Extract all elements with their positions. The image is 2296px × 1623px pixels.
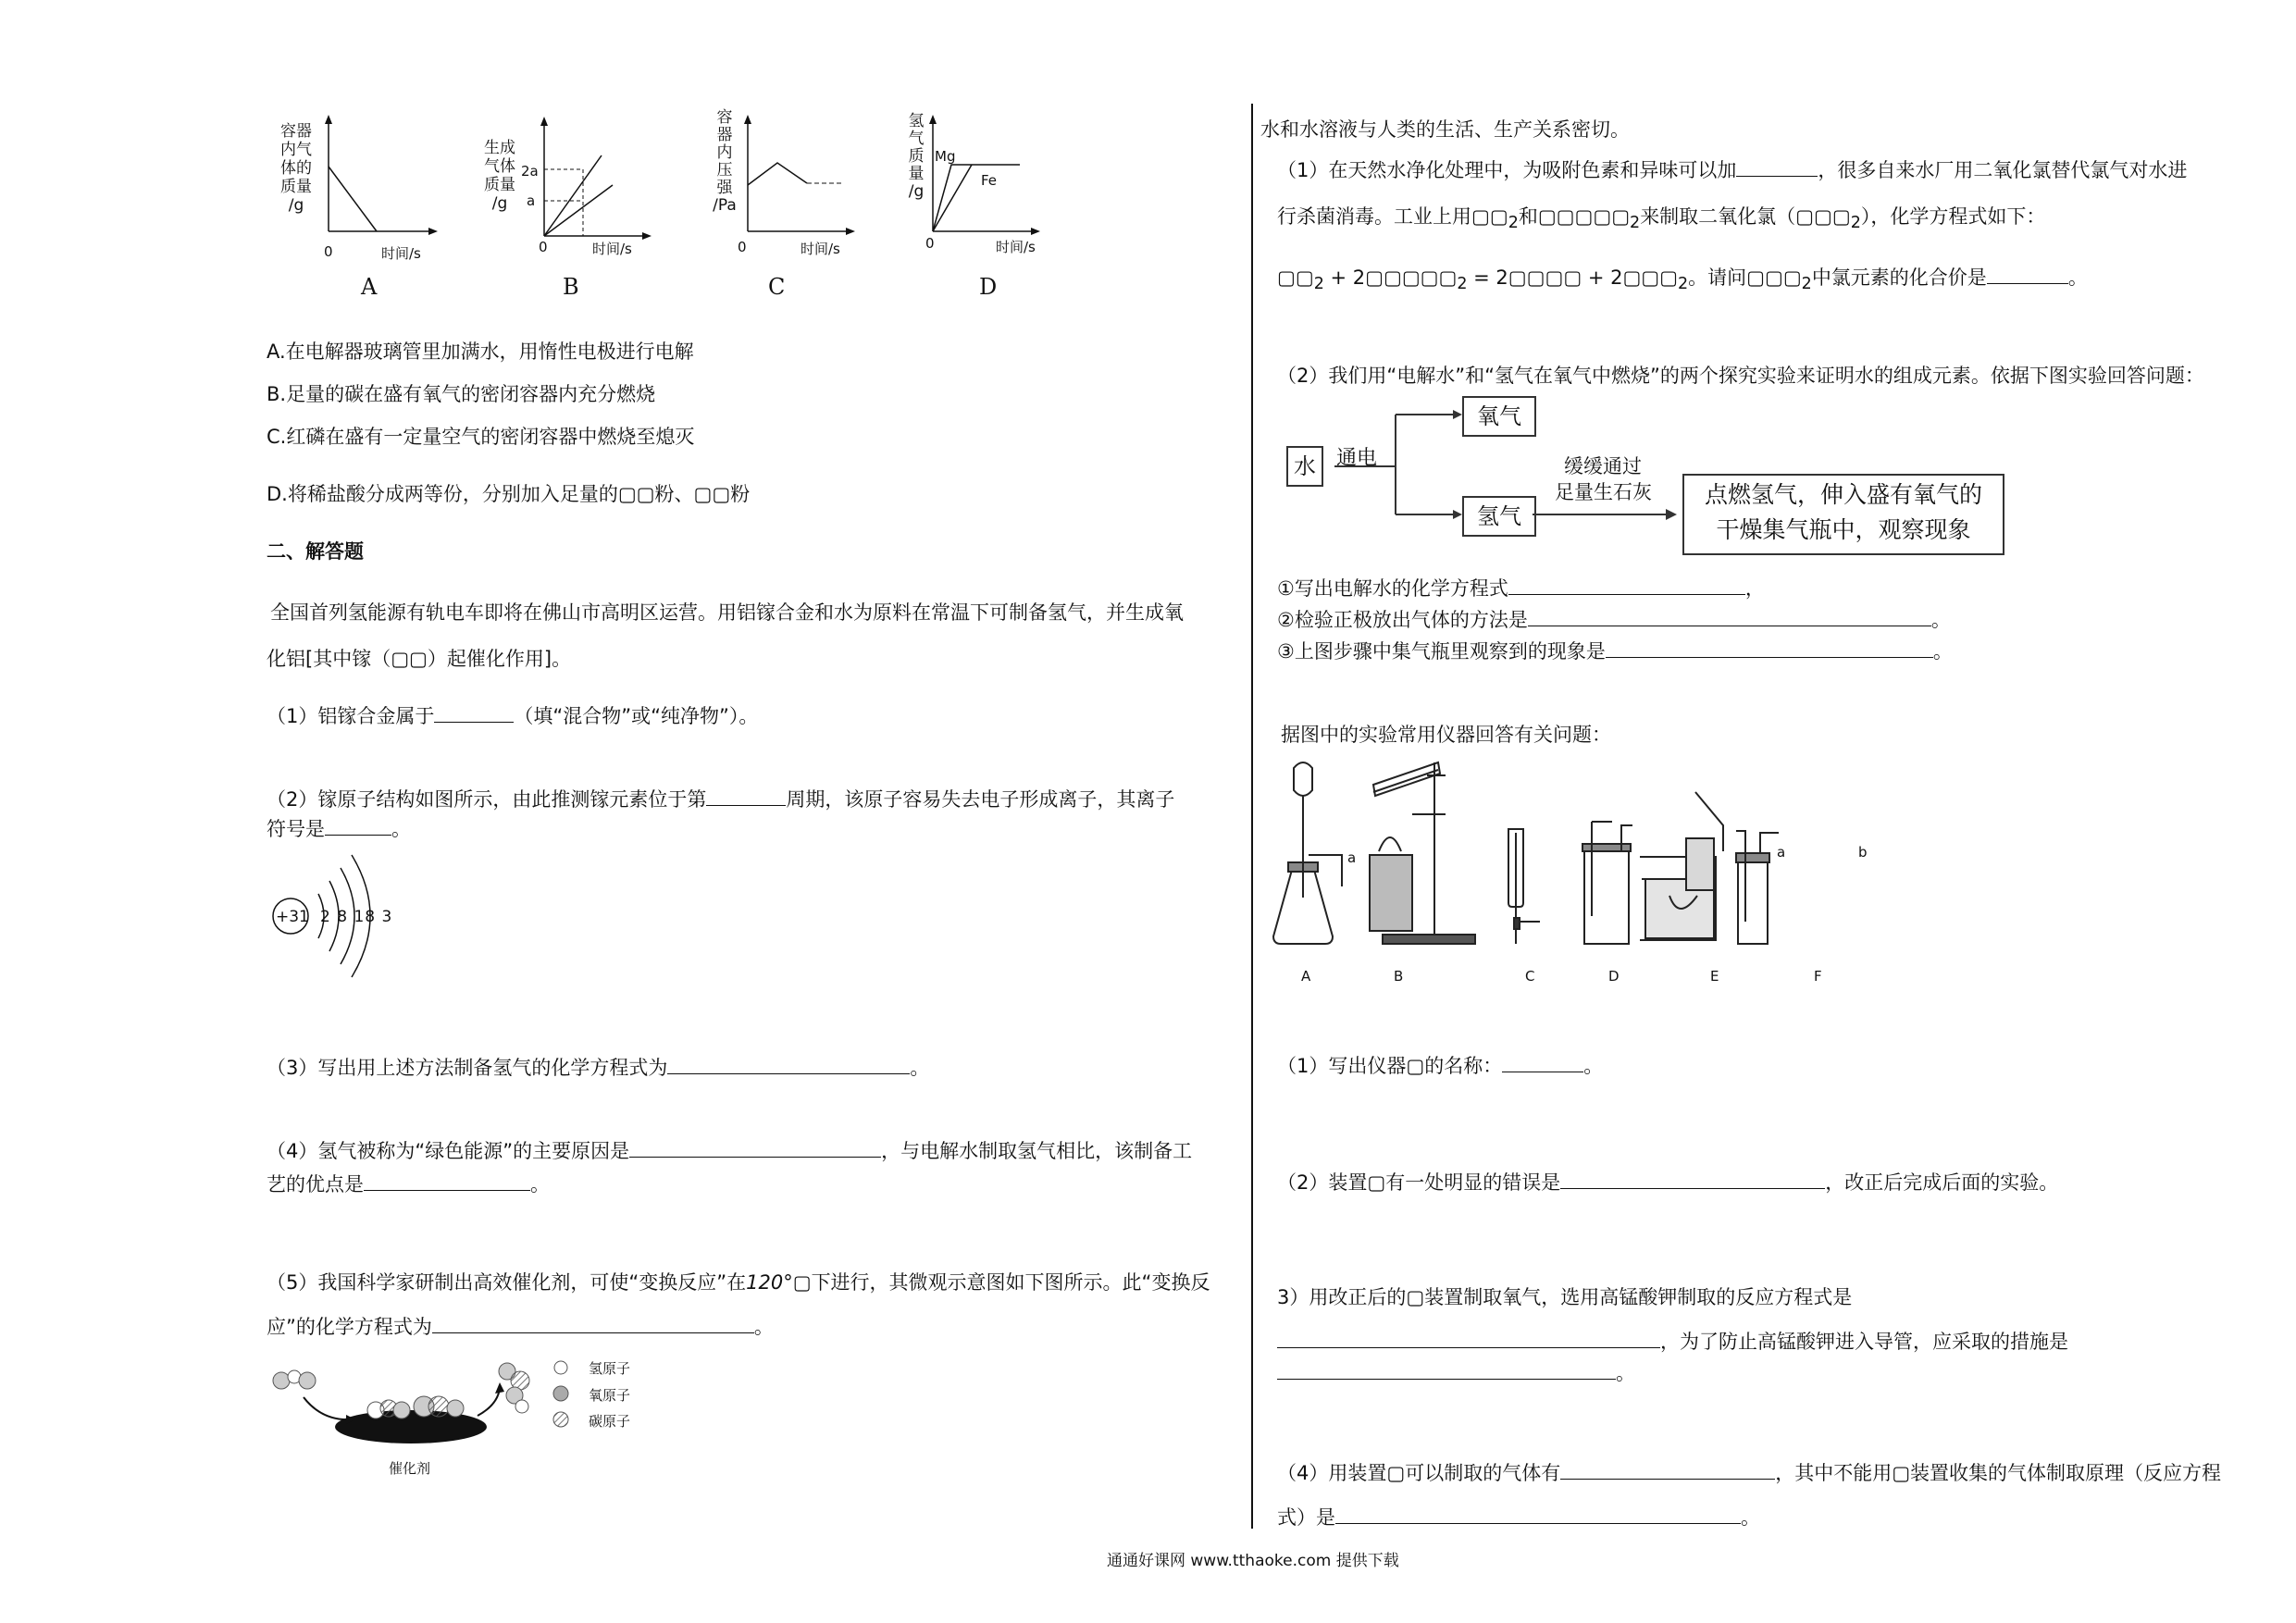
graph-b-origin: 0: [539, 239, 548, 255]
flow-box-result: [1682, 474, 2004, 555]
apparatus-question-text-cont: ，其中不能用▢装置收集的气体制取原理（反应方程: [1775, 1462, 2222, 1484]
right-question-2: （2）我们用“电解水”和“氢气在氧气中燃烧”的两个探究实验来证明水的组成元素。依据下图实验回答问题：: [1277, 365, 2204, 387]
graph-c-ylabel-line: 器: [716, 126, 733, 144]
apparatus-b-label-a: a: [1347, 849, 1357, 866]
answer-blank[interactable]: [1528, 609, 1931, 626]
equation-part: ▢▢: [1277, 266, 1314, 289]
graph-c-ylabel-line: /Pa: [713, 196, 737, 215]
answer-blank[interactable]: [706, 788, 786, 806]
equation-part: = 2▢▢▢▢ + 2▢▢▢: [1467, 266, 1678, 289]
option-d: D.将稀盐酸分成两等份，分别加入足量的▢▢粉、▢▢粉: [267, 483, 751, 505]
answer-blank[interactable]: [1560, 1462, 1775, 1480]
question-1: [267, 701, 758, 729]
graph-b-ylabel: [479, 139, 520, 213]
answer-blank[interactable]: [1987, 266, 2068, 284]
graph-d-mg-label: Mg: [935, 148, 956, 165]
atom-shell-electrons: 2 8 18 3: [320, 908, 393, 926]
flow-result-line: 干燥集气瓶中，观察现象: [1716, 516, 1971, 543]
punctuation: 。: [910, 1057, 930, 1079]
apparatus-question-text-cont: ，改正后完成后面的实验。: [1825, 1171, 2059, 1194]
apparatus-question-4-line-2: [1277, 1503, 1760, 1530]
punctuation: 。: [391, 818, 411, 840]
graph-a-caption: A: [361, 274, 378, 300]
flow-box-hydrogen: 氢气: [1462, 496, 1536, 537]
apparatus-question-3: 3）用改正后的▢装置制取氧气，选用高锰酸钾制取的反应方程式是: [1277, 1286, 1853, 1308]
sub-question-text: ①写出电解水的化学方程式: [1277, 577, 1508, 600]
question-3: [267, 1053, 929, 1081]
legend-carbon: 碳原子: [589, 1413, 631, 1430]
graph-c-ylabel: [706, 109, 743, 215]
right-question-1-text: 和▢▢▢▢▢: [1518, 205, 1631, 228]
graph-b-ylabel-line: 质量: [484, 176, 515, 194]
apparatus-question-3-line-2: [1277, 1327, 2068, 1355]
option-b: B.足量的碳在盛有氧气的密闭容器内充分燃烧: [267, 383, 656, 405]
graph-c-ylabel-line: 容: [716, 108, 733, 127]
apparatus-f-label-a: a: [1777, 844, 1786, 861]
punctuation: 。: [1583, 1055, 1604, 1077]
intro-line-1: 全国首列氢能源有轨电车即将在佛山市高明区运营。用铝镓合金和水为原料在常温下可制备氢气，并生成氧: [270, 601, 1184, 624]
question-1-hint: （填“混合物”或“纯净物”）。: [514, 705, 759, 727]
flow-box-water: 水: [1286, 446, 1323, 487]
answer-blank[interactable]: [1560, 1171, 1825, 1189]
answer-blank[interactable]: [325, 818, 391, 836]
question-5-line-2: [267, 1312, 774, 1340]
graph-d-ylabel-line: 质: [908, 147, 925, 166]
question-3-text: （3）写出用上述方法制备氢气的化学方程式为: [267, 1057, 668, 1079]
graph-c-ylabel-line: 内: [716, 143, 733, 162]
flow-label-pass-1: 缓缓通过: [1564, 455, 1642, 477]
punctuation: 。: [1741, 1506, 1760, 1529]
question-1-text: （1）铝镓合金属于: [267, 705, 435, 727]
graph-a-ylabel-line: /g: [288, 196, 304, 215]
question-4-text: 艺的优点是: [267, 1173, 364, 1196]
apparatus-drawings: [1272, 759, 1901, 962]
intro-line-2: 化铝[其中镓（▢▢）起催化作用]。: [267, 648, 572, 670]
right-question-1-text: （1）在天然水净化处理中，为吸附色素和异味可以加: [1277, 159, 1737, 181]
flow-result-line: 点燃氢气，伸入盛有氧气的: [1704, 481, 1982, 508]
apparatus-label: A: [1301, 968, 1311, 985]
right-question-1-line-2: 行杀菌消毒。工业上用$▢▢_2$和$▢▢▢▢▢_2$来制取二氧化氯$(▢▢▢_2)$，化学方程式如下：: [1277, 205, 2046, 233]
apparatus-question-4: [1277, 1458, 2221, 1486]
punctuation: 。: [753, 1316, 774, 1338]
page-footer: 通通好课网 www.tthaoke.com 提供下载: [1107, 1552, 1399, 1570]
answer-blank[interactable]: [1508, 577, 1745, 595]
right-question-1-text-cont: ，很多自来水厂用二氧化氯替代氯气对水进: [1818, 159, 2188, 181]
answer-blank[interactable]: [432, 1316, 754, 1333]
punctuation: ，: [1744, 577, 1765, 600]
graph-d-xlabel: 时间/s: [996, 239, 1036, 255]
apparatus-label: C: [1525, 968, 1535, 985]
answer-blank[interactable]: [1502, 1055, 1583, 1072]
question-5-text: 应”的化学方程式为: [267, 1316, 432, 1338]
apparatus-intro: 据图中的实验常用仪器回答有关问题：: [1281, 724, 1611, 746]
right-intro: 水和水溶液与人类的生活、生产关系密切。: [1260, 118, 1630, 141]
graph-b-caption: B: [563, 274, 579, 300]
question-2-text: 符号是: [267, 818, 325, 840]
graph-d-fe-label: Fe: [981, 172, 998, 189]
graph-a-plot: [319, 111, 440, 241]
graph-d-ylabel-line: 量: [908, 165, 925, 183]
graph-d-caption: D: [979, 274, 998, 300]
apparatus-question-3-line-3: [1277, 1358, 1635, 1386]
question-4-text: （4）氢气被称为“绿色能源”的主要原因是: [267, 1140, 630, 1162]
graph-a-xlabel: 时间/s: [381, 245, 421, 262]
answer-blank[interactable]: [629, 1140, 881, 1158]
answer-blank[interactable]: [1277, 1331, 1660, 1348]
answer-blank[interactable]: [667, 1057, 910, 1074]
sub-question-2: [1277, 605, 1951, 633]
sub-question-text: ②检验正极放出气体的方法是: [1277, 609, 1528, 631]
punctuation: 。: [530, 1173, 550, 1196]
question-5-text-cont: 下进行，其微观示意图如下图所示。此“变换反: [811, 1271, 1210, 1294]
equation-question: 中氯元素的化合价是: [1811, 266, 1987, 289]
flow-label-pass-2: 足量生石灰: [1555, 481, 1652, 503]
question-2-text-cont: 周期，该原子容易失去电子形成离子，其离子: [786, 788, 1175, 811]
sub-question-3: [1277, 637, 1953, 664]
question-2: [267, 785, 1174, 812]
apparatus-f-label-b: b: [1858, 844, 1868, 861]
graph-a-ylabel: [276, 122, 316, 215]
question-2-text: （2）镓原子结构如图所示，由此推测镓元素位于第: [267, 788, 707, 811]
catalyst-label: 催化剂: [389, 1460, 431, 1477]
apparatus-label: F: [1814, 968, 1822, 985]
apparatus-question-text: 式）是: [1277, 1506, 1335, 1529]
question-5-text: （5）我国科学家研制出高效催化剂，可使“变换反应”在: [267, 1271, 747, 1294]
graph-d-ylabel-line: 气: [908, 130, 925, 148]
question-2-line-2: [267, 814, 411, 842]
graph-b-ylabel-line: 生成: [484, 139, 515, 157]
graph-d-origin: 0: [925, 235, 935, 252]
answer-blank[interactable]: [1736, 159, 1818, 177]
apparatus-label: B: [1394, 968, 1404, 985]
graph-d-ylabel-line: 氢: [908, 112, 925, 130]
graph-b-tick-2a: 2a: [521, 163, 539, 180]
reaction-illustration: [267, 1344, 581, 1473]
graph-c-ylabel-line: 压: [716, 161, 733, 180]
option-c: C.红磷在盛有一定量空气的密闭容器中燃烧至熄灭: [267, 426, 695, 448]
sub-question-1: [1277, 574, 1765, 601]
graph-c-caption: C: [768, 274, 786, 300]
graph-c-plot: [740, 109, 861, 239]
equation-part: + 2▢▢▢▢▢: [1323, 266, 1458, 289]
flow-label-power: 通电: [1336, 447, 1378, 470]
graph-b-tick-a: a: [527, 192, 536, 209]
right-question-1: [1277, 155, 2187, 183]
question-4-line-2: [267, 1170, 550, 1197]
chemical-equation: $▢▢_2$ + $2▢▢▢▢▢_2$ = 2▢▢▢▢ + $2▢▢▢_2$。请问$▢▢▢_2$中氯元素的化合价是 。: [1277, 266, 2088, 294]
answer-blank[interactable]: [1606, 640, 1933, 658]
column-divider: [1251, 104, 1253, 1529]
legend-oxygen: 氧原子: [589, 1387, 631, 1404]
apparatus-question-text: （2）装置▢有一处明显的错误是: [1277, 1171, 1561, 1194]
right-question-1-text: 行杀菌消毒。工业上用▢▢: [1277, 205, 1508, 228]
question-5-temperature: 120°▢: [746, 1271, 812, 1294]
right-question-1-text: 来制取二氧化氯（▢▢▢: [1640, 205, 1851, 228]
apparatus-label: E: [1710, 968, 1719, 985]
punctuation: 。: [2067, 266, 2088, 289]
atom-nucleus: +31: [276, 908, 309, 926]
answer-blank[interactable]: [1277, 1362, 1616, 1380]
question-4: [267, 1136, 1192, 1164]
answer-blank[interactable]: [434, 705, 514, 723]
graph-a-origin: 0: [324, 243, 333, 260]
graph-b-xlabel: 时间/s: [592, 241, 632, 257]
question-4-text-cont: ，与电解水制取氢气相比，该制备工: [881, 1140, 1193, 1162]
punctuation: 。: [1930, 609, 1951, 631]
answer-blank[interactable]: [364, 1173, 530, 1191]
graph-d-ylabel-line: /g: [908, 182, 925, 201]
graph-c-origin: 0: [738, 239, 747, 255]
apparatus-question-1: [1277, 1051, 1603, 1079]
apparatus-label: D: [1608, 968, 1620, 985]
answer-blank[interactable]: [1335, 1506, 1741, 1524]
punctuation: 。: [1616, 1362, 1635, 1384]
graph-c-xlabel: 时间/s: [800, 241, 840, 257]
graph-a-ylabel-line: 质量: [280, 178, 312, 196]
graph-a-ylabel-line: 容器: [280, 122, 312, 141]
punctuation: 。: [1932, 640, 1953, 663]
apparatus-question-text: ，为了防止高锰酸钾进入导管，应采取的措施是: [1660, 1331, 2068, 1353]
graph-b-ylabel-line: 气体: [484, 157, 515, 176]
graph-b-ylabel-line: /g: [491, 194, 508, 213]
equation-part: 。请问▢▢▢: [1688, 266, 1802, 289]
apparatus-question-text: （1）写出仪器▢的名称：: [1277, 1055, 1503, 1077]
apparatus-question-text: （4）用装置▢可以制取的气体有: [1277, 1462, 1561, 1484]
graph-d-plot: [925, 109, 1046, 239]
graph-a-ylabel-line: 内气: [280, 141, 312, 159]
legend-hydrogen: 氢原子: [589, 1360, 631, 1377]
question-5: [267, 1268, 1210, 1295]
flow-box-oxygen: 氧气: [1462, 396, 1536, 437]
right-question-1-text: ），化学方程式如下：: [1860, 205, 2046, 228]
apparatus-question-2: [1277, 1168, 2058, 1196]
sub-question-text: ③上图步骤中集气瓶里观察到的现象是: [1277, 640, 1606, 663]
graph-b-plot: [537, 111, 657, 241]
graph-a-ylabel-line: 体的: [280, 159, 312, 178]
option-a: A.在电解器玻璃管里加满水，用惰性电极进行电解: [267, 341, 694, 363]
section-title: 二、解答题: [267, 540, 364, 563]
graph-c-ylabel-line: 强: [716, 179, 733, 197]
